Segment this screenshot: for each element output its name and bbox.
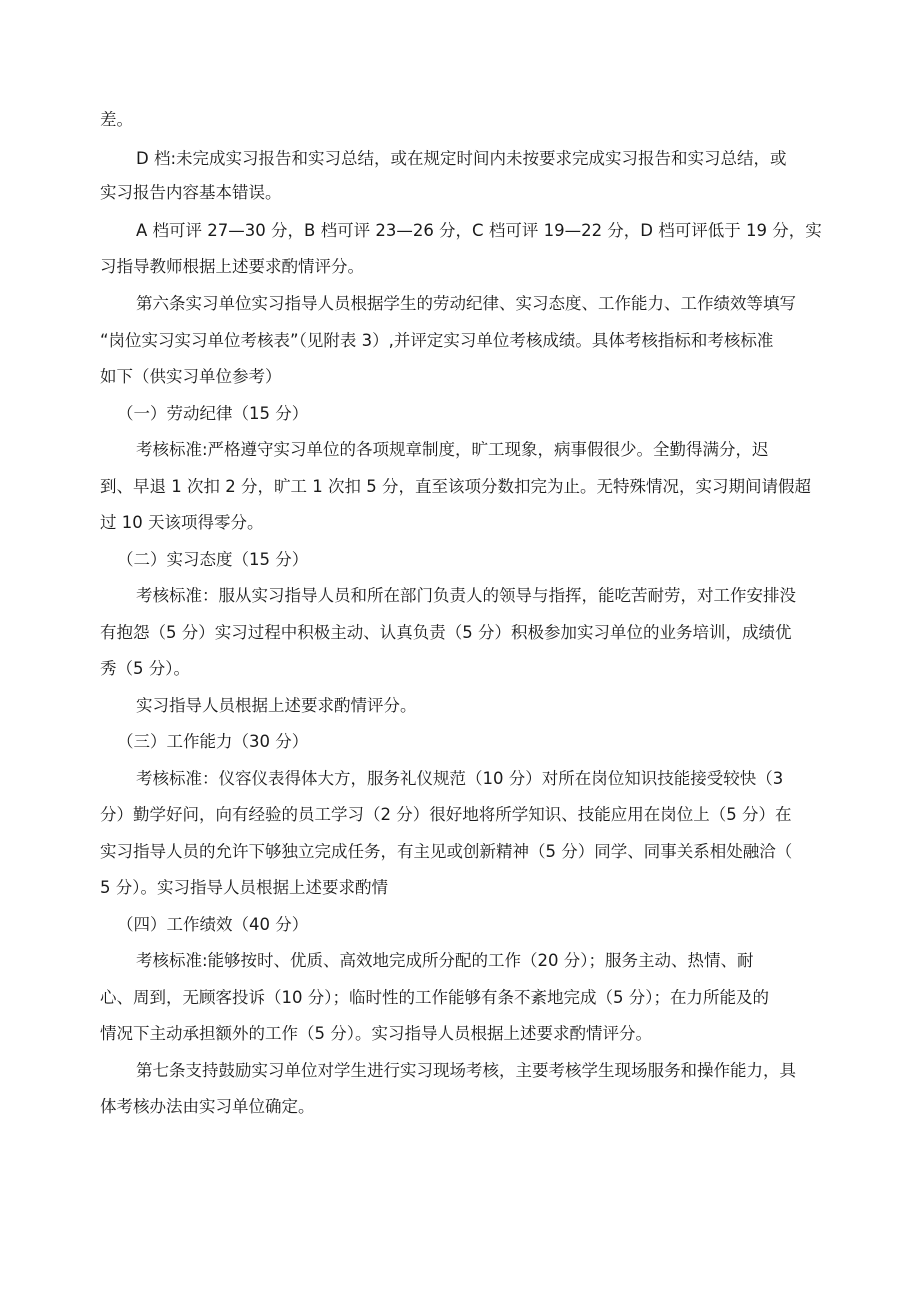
text-line: 考核标准:能够按时、优质、高效地完成所分配的工作（20 分）；服务主动、热情、耐 [136, 951, 754, 970]
text-line: 实习指导人员的允许下够独立完成任务，有主见或创新精神（5 分）同学、同事关系相处融洽（ [100, 842, 793, 861]
text-line: 考核标准:严格遵守实习单位的各项规章制度，旷工现象，病事假很少。全勤得满分，迟 [136, 440, 769, 459]
text-line: 第七条支持鼓励实习单位对学生进行实习现场考核，主要考核学生现场服务和操作能力，具 [136, 1061, 796, 1080]
text-line: 考核标准：仪容仪表得体大方，服务礼仪规范（10 分）对所在岗位知识技能接受较快（3 [136, 769, 784, 788]
text-line: 第六条实习单位实习指导人员根据学生的劳动纪律、实习态度、工作能力、工作绩效等填写 [136, 294, 796, 313]
text-line: 如下（供实习单位参考） [100, 367, 282, 386]
section-heading: （四）工作绩效（40 分） [117, 915, 309, 934]
text-line: 有抱怨（5 分）实习过程中积极主动、认真负责（5 分）积极参加实习单位的业务培训，成绩优 [100, 623, 792, 642]
text-line: 实习指导人员根据上述要求酌情评分。 [136, 696, 417, 715]
text-line: A 档可评 27—30 分，B 档可评 23—26 分，C 档可评 19—22 分，D 档可评低于 19 分，实 [136, 221, 822, 240]
text-line: “岗位实习实习单位考核表”（见附表 3）,并评定实习单位考核成绩。具体考核指标和考核标准 [100, 331, 774, 350]
text-line: 心、周到，无顾客投诉（10 分）；临时性的工作能够有条不紊地完成（5 分）；在力所能及的 [100, 988, 769, 1007]
text-line: 秀（5 分）。 [100, 659, 190, 678]
text-line: 实习报告内容基本错误。 [100, 183, 282, 202]
section-heading: （二）实习态度（15 分） [117, 550, 309, 569]
text-line: 情况下主动承担额外的工作（5 分）。实习指导人员根据上述要求酌情评分。 [100, 1024, 652, 1043]
text-line: 习指导教师根据上述要求酌情评分。 [100, 257, 364, 276]
text-line: 考核标准：服从实习指导人员和所在部门负责人的领导与指挥，能吃苦耐劳，对工作安排没 [136, 586, 796, 605]
text-line: 差。 [100, 110, 133, 129]
text-line: D 档:未完成实习报告和实习总结，或在规定时间内未按要求完成实习报告和实习总结，或 [136, 149, 787, 168]
section-heading: （一）劳动纪律（15 分） [117, 404, 309, 423]
text-line: 到、早退 1 次扣 2 分，旷工 1 次扣 5 分，直至该项分数扣完为止。无特殊情况，实习期间请假超 [100, 477, 811, 496]
text-line: 过 10 天该项得零分。 [100, 513, 264, 532]
text-line: 5 分）。实习指导人员根据上述要求酌情 [100, 878, 388, 897]
text-line: 分）勤学好问，向有经验的员工学习（2 分）很好地将所学知识、技能应用在岗位上（5 分）在 [100, 805, 792, 824]
section-heading: （三）工作能力（30 分） [117, 732, 309, 751]
text-line: 体考核办法由实习单位确定。 [100, 1097, 315, 1116]
